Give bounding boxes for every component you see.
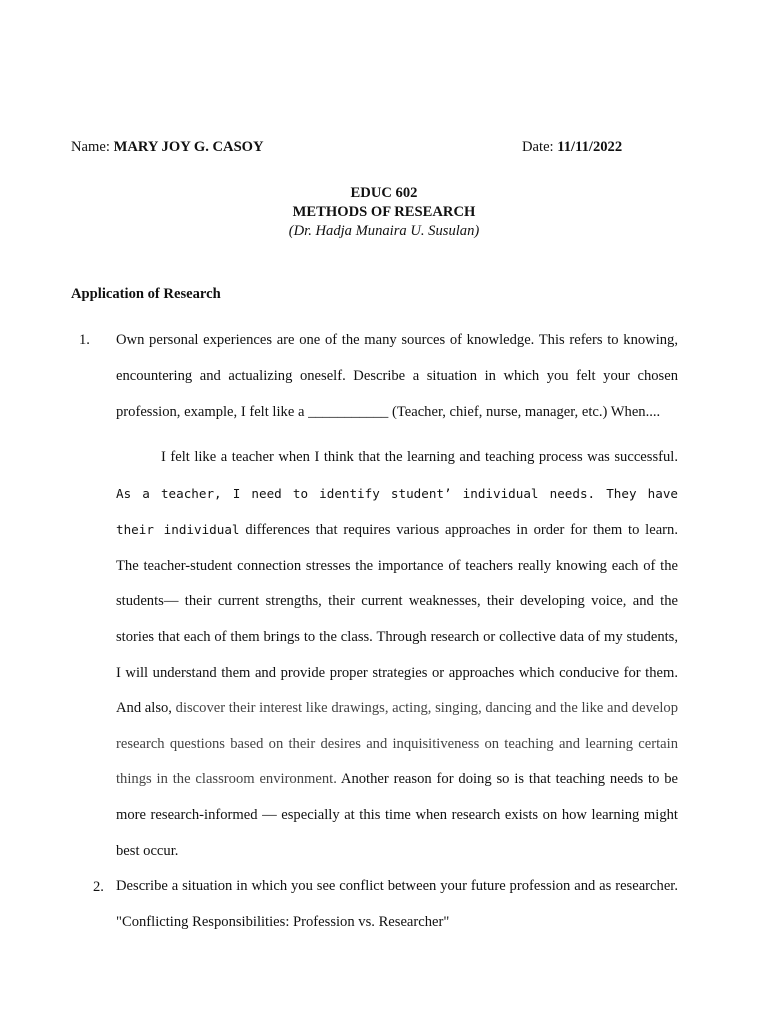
answer-1 xyxy=(116,440,678,869)
name-label: Name: xyxy=(71,139,110,155)
answer-1-part-5: Another reason for doing so is that teaching needs to be more research-informed — especially at this time when research exists on how learning might best occur. xyxy=(116,771,678,859)
student-name-line xyxy=(71,139,264,156)
answer-1-part-4: discover their interest like drawings, acting, singing, dancing and the like and develop research questions based on their desires and inquisitiveness on teaching and learning certain things in the classroom environment. xyxy=(116,700,678,788)
answer-1-part-3: differences that requires various approaches in order for them to learn. The teacher-student connection stresses the importance of teachers really knowing each of the students— their current strengths, their current weaknesses, their developing voice, and the stories that each of them brings to the class. Through research or collective data of my students, I will understand them and provide proper strategies or approaches which conducive for them. And also, xyxy=(116,522,678,717)
date-value: 11/11/2022 xyxy=(557,139,623,155)
section-heading: Application of Research xyxy=(71,286,221,302)
course-title: METHODS OF RESEARCH xyxy=(292,204,476,220)
course-header xyxy=(0,184,768,241)
date-label: Date: xyxy=(522,139,554,155)
answer-1-part-2: As a teacher, I need to identify student’ individual needs. They have their individual xyxy=(116,485,678,538)
answer-1-part-1: I felt like a teacher when I think that the learning and teaching process was successful. xyxy=(161,449,678,465)
question-2-text: Describe a situation in which you see conflict between your future profession and as researcher. "Conflicting Responsibilities: Profession vs. Researcher" xyxy=(116,878,678,930)
date-line xyxy=(522,139,622,156)
question-1-number: 1. xyxy=(79,332,90,348)
course-code: EDUC 602 xyxy=(350,185,418,201)
course-instructor: (Dr. Hadja Munaira U. Susulan) xyxy=(288,223,480,239)
question-1-text: Own personal experiences are one of the many sources of knowledge. This refers to knowing, encountering and actualizing oneself. Describe a situation in which you felt your chosen profession, example, I felt like a ___________ (Teacher, chief, nurse, manager, etc.) When.... xyxy=(116,332,678,420)
question-2-number: 2. xyxy=(93,879,104,895)
student-name: MARY JOY G. CASOY xyxy=(113,139,264,155)
